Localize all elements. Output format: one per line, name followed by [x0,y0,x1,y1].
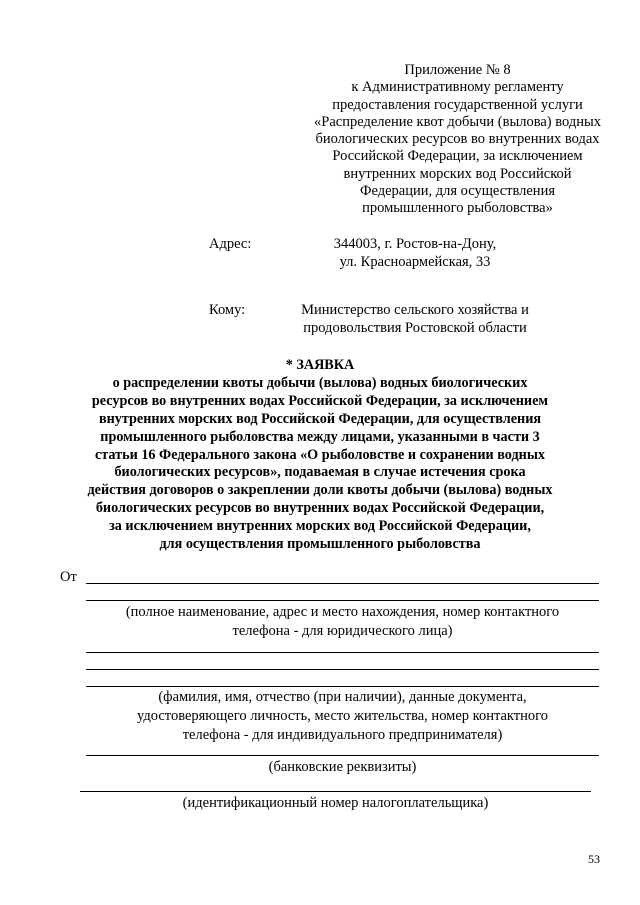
bank-caption: (банковские реквизиты) [268,759,417,775]
recipient-label: Кому: [209,302,246,318]
fill-line-tax-id[interactable] [80,791,591,792]
fill-line-legal-entity-2[interactable] [86,600,599,601]
individual-caption [86,688,599,745]
fill-line-individual-3[interactable] [86,686,599,687]
caption-line: удостоверяющего личность, место жительства, номер контактного [137,708,548,724]
title-line: внутренних морских вод Российской Федерации, для осуществления [98,410,542,427]
title-line: промышленного рыболовства между лицами, указанными в части 3 [100,428,540,445]
appendix-line: Приложение № 8 [404,62,511,78]
title-line: о распределении квоты добычи (вылова) водных биологических [112,374,528,391]
fill-line-individual-2[interactable] [86,669,599,670]
appendix-line: «Распределение квот добычи (вылова) водных [314,113,601,130]
title-line: ресурсов во внутренних водах Российской Федерации, за исключением [91,392,549,409]
fill-line-bank-details[interactable] [86,755,599,756]
tax-id-caption: (идентификационный номер налогоплательщика) [182,795,489,811]
address-value [300,236,530,271]
title-line: биологических ресурсов», подаваемая в случае истечения срока [114,464,526,481]
appendix-line: внутренних морских вод Российской [343,165,572,182]
from-label: От [60,569,77,585]
title-line: статьи 16 Федерального закона «О рыболовстве и сохранении водных [94,446,546,463]
appendix-line: Федерации, для осуществления [360,183,555,200]
title-line: * ЗАЯВКА [285,357,355,373]
recipient-line: Министерство сельского хозяйства и [301,302,529,318]
appendix-line: к Административному регламенту [351,79,564,96]
caption-line: (фамилия, имя, отчество (при наличии), данные документа, [158,689,527,705]
address-label: Адрес: [209,236,252,252]
fill-line-legal-entity-1[interactable] [86,583,599,584]
address-line: 344003, г. Ростов-на-Дону, [333,236,497,252]
title-line: биологических ресурсов во внутренних водах Российской Федерации, [95,500,545,517]
appendix-line: предоставления государственной услуги [332,96,583,113]
page-number: 53 [588,852,600,866]
appendix-header [300,62,615,218]
title-line: для осуществления промышленного рыболовства [159,536,481,553]
recipient-line: продовольствия Ростовской области [303,319,527,336]
appendix-line: биологических ресурсов во внутренних водах [315,131,600,148]
fill-line-individual-1[interactable] [86,652,599,653]
caption-line: (полное наименование, адрес и место нахождения, номер контактного [125,604,560,620]
title-line: за исключением внутренних морских вод Российской Федерации, [109,518,531,535]
caption-line: телефона - для юридического лица) [232,623,453,639]
caption-line: телефона - для индивидуального предпринимателя) [182,727,503,743]
title-line: действия договоров о закреплении доли квоты добычи (вылова) водных [87,482,553,499]
appendix-line: Российской Федерации, за исключением [332,148,583,165]
application-title [0,357,640,554]
appendix-line: промышленного рыболовства» [362,200,553,217]
recipient-value [290,302,540,337]
address-line: ул. Красноармейская, 33 [339,253,491,270]
legal-entity-caption [86,603,599,641]
